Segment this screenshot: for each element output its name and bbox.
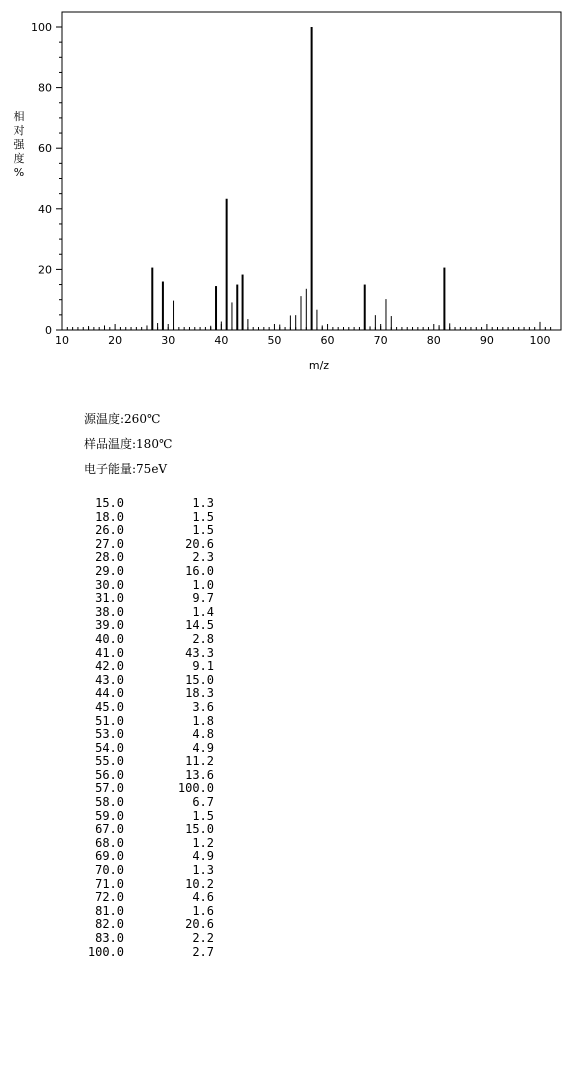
- table-row: [64, 769, 214, 783]
- x-tick-label: 90: [479, 334, 494, 347]
- mz-cell: 43.0: [95, 672, 124, 687]
- table-row: [64, 837, 214, 851]
- sample-temperature: 样品温度:180℃: [84, 437, 173, 451]
- mz-cell: 55.0: [95, 754, 124, 769]
- table-row: [64, 497, 214, 511]
- table-row: [64, 565, 214, 579]
- source-temperature: 源温度:260℃: [84, 412, 161, 426]
- table-row: [64, 606, 214, 620]
- table-row: [64, 728, 214, 742]
- intensity-cell: 10.2: [185, 876, 214, 891]
- mz-cell: 15.0: [95, 496, 124, 510]
- axes: [56, 12, 561, 330]
- table-row: [64, 551, 214, 565]
- intensity-cell: 1.5: [192, 808, 214, 823]
- mz-cell: 67.0: [95, 822, 124, 837]
- mz-cell: 81.0: [95, 903, 124, 918]
- table-row: [64, 592, 214, 606]
- table-row: [64, 782, 214, 796]
- mz-cell: 56.0: [95, 767, 124, 782]
- mz-cell: 42.0: [95, 659, 124, 674]
- intensity-cell: 6.7: [192, 795, 214, 810]
- intensity-cell: 15.0: [185, 822, 214, 837]
- mz-cell: 70.0: [95, 863, 124, 878]
- mz-cell: 68.0: [95, 835, 124, 850]
- table-row: [64, 864, 214, 878]
- table-row: [64, 850, 214, 864]
- y-tick-label: 80: [38, 81, 52, 95]
- y-tick-label: 40: [38, 202, 52, 216]
- table-row: [64, 619, 214, 633]
- intensity-cell: 4.8: [192, 727, 214, 742]
- x-tick-label: 30: [161, 334, 176, 347]
- table-row: [64, 674, 214, 688]
- intensity-cell: 1.6: [192, 903, 214, 918]
- y-tick-label: 60: [38, 142, 52, 156]
- intensity-cell: 4.9: [192, 849, 214, 864]
- table-row: [64, 742, 214, 756]
- mz-cell: 26.0: [95, 523, 124, 538]
- table-row: [64, 810, 214, 824]
- mz-cell: 51.0: [95, 713, 124, 728]
- intensity-cell: 16.0: [185, 563, 214, 578]
- table-row: [64, 823, 214, 837]
- mz-cell: 82.0: [95, 917, 124, 932]
- mz-cell: 41.0: [95, 645, 124, 660]
- table-row: [64, 932, 214, 946]
- mz-cell: 100.0: [87, 944, 124, 959]
- table-row: [64, 905, 214, 919]
- x-tick-label: 80: [426, 334, 441, 347]
- intensity-cell: 1.2: [192, 835, 214, 850]
- table-row: [64, 796, 214, 810]
- x-tick-label: 20: [108, 334, 123, 347]
- intensity-cell: 11.2: [185, 754, 214, 769]
- electron-energy: 电子能量:75eV: [84, 462, 168, 476]
- intensity-cell: 2.3: [192, 550, 214, 565]
- axis-labels: [14, 21, 551, 372]
- intensity-cell: 2.2: [192, 931, 214, 945]
- intensity-cell: 13.6: [185, 767, 214, 782]
- mz-cell: 58.0: [95, 795, 124, 810]
- x-tick-label: 70: [373, 334, 388, 347]
- table-row: [64, 891, 214, 905]
- spectrum-peaks: [89, 27, 540, 330]
- x-tick-label: 40: [214, 334, 229, 347]
- table-row: [64, 647, 214, 661]
- mz-cell: 45.0: [95, 699, 124, 714]
- intensity-cell: 100.0: [177, 781, 214, 796]
- intensity-cell: 18.3: [185, 686, 214, 701]
- table-row: [64, 511, 214, 525]
- peak-table: [64, 497, 214, 959]
- intensity-cell: 1.3: [192, 496, 214, 510]
- intensity-cell: 1.4: [192, 604, 214, 619]
- intensity-cell: 20.6: [185, 917, 214, 932]
- table-row: [64, 538, 214, 552]
- table-row: [64, 524, 214, 538]
- x-tick-label: 100: [529, 334, 551, 347]
- intensity-cell: 1.8: [192, 713, 214, 728]
- mz-cell: 59.0: [95, 808, 124, 823]
- mz-cell: 53.0: [95, 727, 124, 742]
- y-axis-label: 相对强度%: [13, 110, 25, 179]
- intensity-cell: 9.1: [192, 659, 214, 674]
- mz-cell: 27.0: [95, 536, 124, 551]
- intensity-cell: 1.0: [192, 577, 214, 592]
- x-tick-label: 50: [267, 334, 282, 347]
- table-row: [64, 633, 214, 647]
- table-row: [64, 946, 214, 960]
- x-axis-label: m/z: [308, 359, 330, 372]
- intensity-cell: 3.6: [192, 699, 214, 714]
- mz-cell: 69.0: [95, 849, 124, 864]
- mz-cell: 71.0: [95, 876, 124, 891]
- intensity-cell: 4.6: [192, 890, 214, 905]
- mz-cell: 57.0: [95, 781, 124, 796]
- intensity-cell: 2.8: [192, 631, 214, 646]
- intensity-cell: 14.5: [185, 618, 214, 633]
- table-row: [64, 660, 214, 674]
- intensity-cell: 15.0: [185, 672, 214, 687]
- y-tick-label: 100: [31, 21, 52, 34]
- table-row: [64, 878, 214, 892]
- table-row: [64, 579, 214, 593]
- mz-cell: 30.0: [95, 577, 124, 592]
- mz-cell: 38.0: [95, 604, 124, 619]
- table-row: [64, 755, 214, 769]
- intensity-cell: 4.9: [192, 740, 214, 755]
- mz-cell: 29.0: [95, 563, 124, 578]
- intensity-cell: 20.6: [185, 536, 214, 551]
- table-row: [64, 687, 214, 701]
- table-row: [64, 701, 214, 715]
- x-tick-label: 10: [55, 334, 69, 347]
- table-row: [64, 918, 214, 932]
- mz-cell: 39.0: [95, 618, 124, 633]
- intensity-cell: 43.3: [185, 645, 214, 660]
- intensity-cell: 1.3: [192, 863, 214, 878]
- intensity-cell: 2.7: [192, 944, 214, 959]
- mz-cell: 31.0: [95, 591, 124, 606]
- mz-cell: 83.0: [95, 931, 124, 945]
- x-tick-label: 60: [320, 334, 335, 347]
- mz-cell: 40.0: [95, 631, 124, 646]
- y-tick-label: 0: [45, 324, 52, 337]
- mz-cell: 18.0: [95, 509, 124, 524]
- intensity-cell: 1.5: [192, 509, 214, 524]
- mz-cell: 72.0: [95, 890, 124, 905]
- mz-cell: 28.0: [95, 550, 124, 565]
- mass-spectrum-chart: [0, 0, 570, 390]
- intensity-cell: 9.7: [192, 591, 214, 606]
- mz-cell: 44.0: [95, 686, 124, 701]
- table-row: [64, 715, 214, 729]
- y-tick-label: 20: [38, 263, 52, 277]
- mz-cell: 54.0: [95, 740, 124, 755]
- intensity-cell: 1.5: [192, 523, 214, 538]
